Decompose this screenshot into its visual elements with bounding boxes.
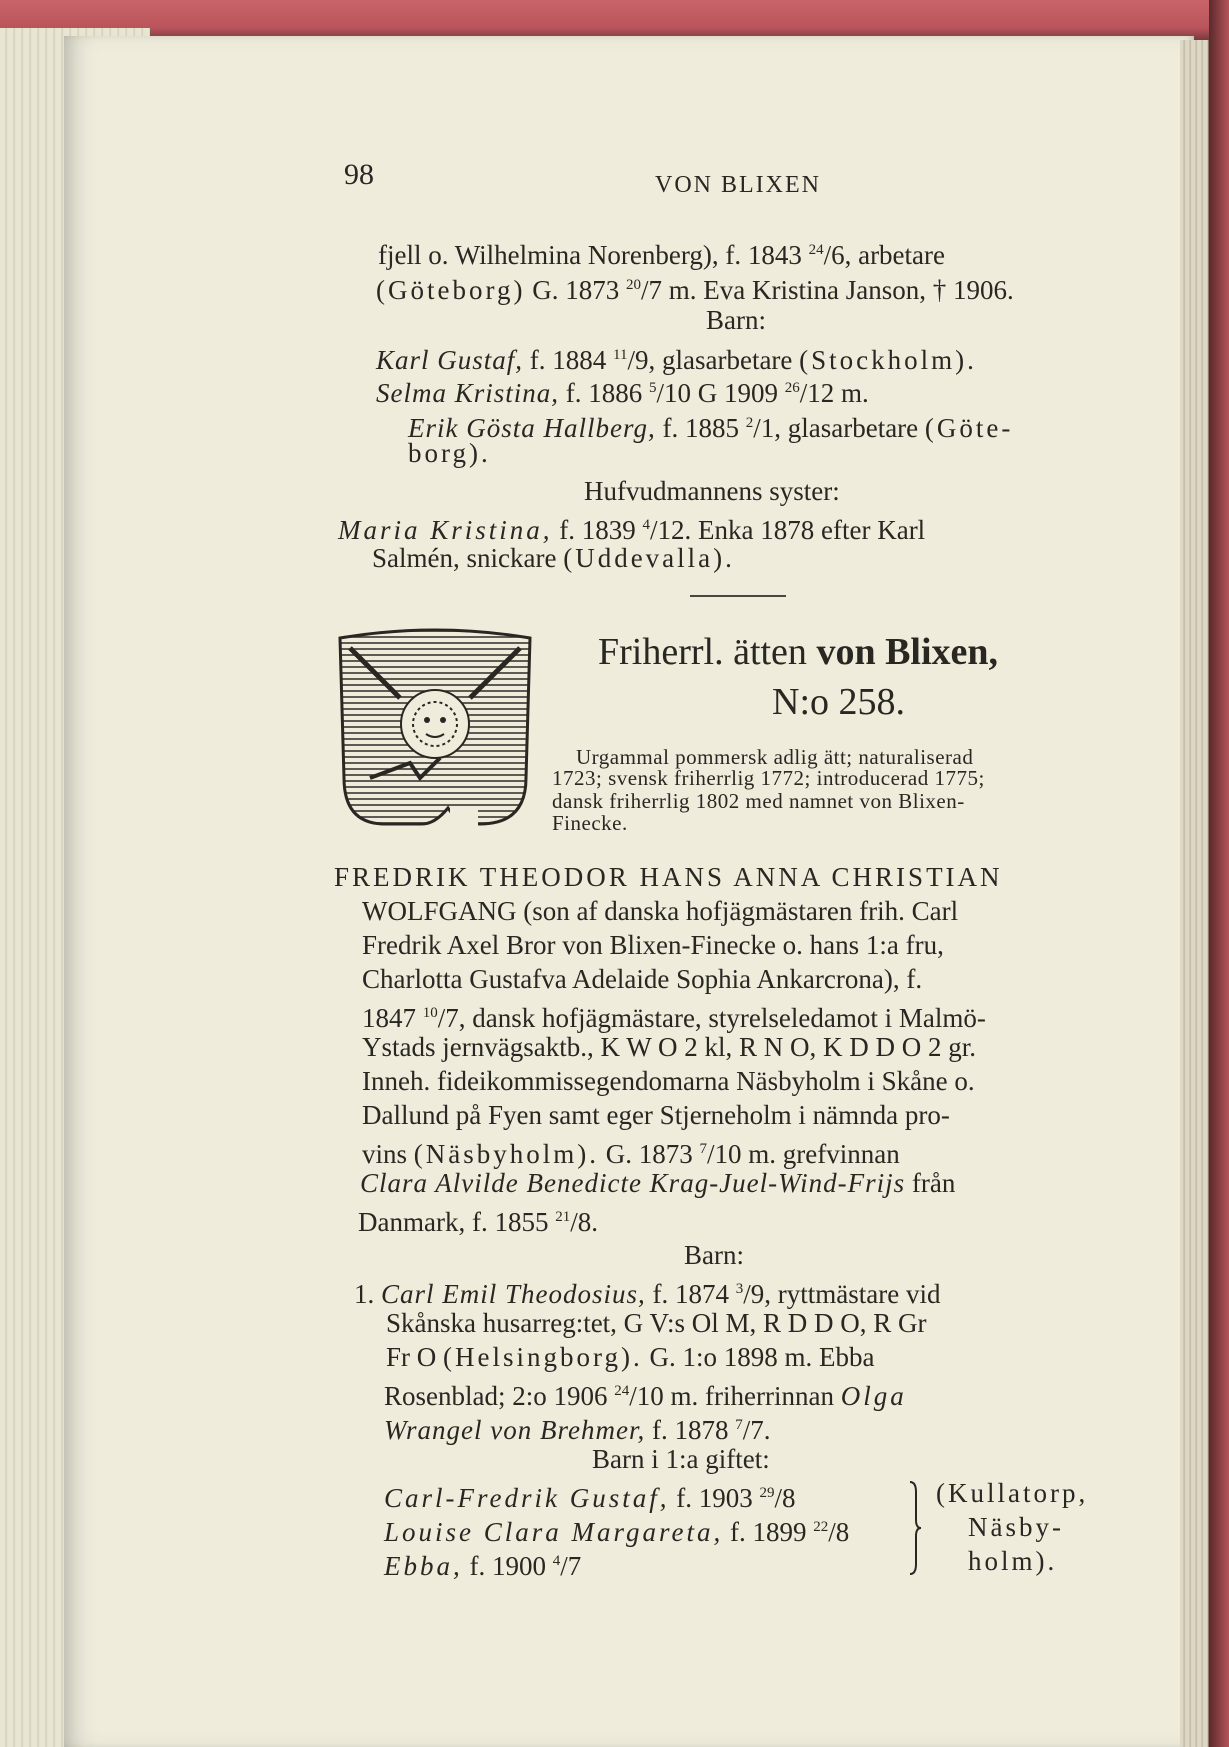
text-line: Ystads jernvägsaktb., K W O 2 kl, R N O, K D D O 2 gr. — [362, 1032, 976, 1062]
text-line: Dallund på Fyen samt eger Stjerneholm i nämnda pro- — [362, 1100, 950, 1130]
text-line: 1. Carl Emil Theodosius, f. 1874 $^3$/9, ryttmästare vid — [354, 1279, 941, 1309]
text-line: Louise Clara Margareta, f. 1899 $^{22}$/8 — [384, 1517, 850, 1547]
text-line: Erik Gösta Hallberg, f. 1885 $^2$/1, glasarbetare (Göte- — [408, 413, 1014, 443]
text-line: Salmén, snickare (Uddevalla). — [372, 543, 735, 573]
text-line: (Göteborg) G. 1873 $^{20}$/7 m. Eva Kristina Janson, † 1906. — [376, 275, 1014, 305]
coat-of-arms-image — [330, 628, 540, 838]
text-line: Fredrik Axel Bror von Blixen-Finecke o. hans 1:a fru, — [362, 930, 944, 960]
section-heading: Barn: — [706, 305, 766, 335]
text-line: Inneh. fideikommissegendomarna Näsbyholm i Skåne o. — [362, 1066, 975, 1096]
text-line: Clara Alvilde Benedicte Krag-Juel-Wind-Frijs från — [360, 1168, 956, 1198]
family-description-line: Urgammal pommersk adlig ätt; naturaliserad — [576, 745, 974, 769]
text-line: Fr O (Helsingborg). G. 1:o 1898 m. Ebba — [386, 1342, 875, 1372]
text-line: (Kullatorp, — [936, 1478, 1089, 1508]
text-line: Charlotta Gustafva Adelaide Sophia Ankarcrona), f. — [362, 964, 923, 994]
text-line: Näsby- — [968, 1512, 1064, 1542]
text-line: borg). — [408, 438, 491, 468]
entry-name: FREDRIK THEODOR HANS ANNA CHRISTIAN — [334, 862, 1003, 892]
family-description-line: 1723; svensk friherrlig 1772; introducerad 1775; — [552, 766, 985, 790]
grouping-brace — [908, 1480, 922, 1576]
text-line: Ebba, f. 1900 $^4$/7 — [384, 1551, 582, 1581]
family-description-line: Finecke. — [552, 811, 628, 835]
text-line: Skånska husarreg:tet, G V:s Ol M, R D D O, R Gr — [386, 1308, 927, 1338]
section-heading: Hufvudmannens syster: — [584, 476, 840, 506]
page-number: 98 — [344, 158, 374, 191]
text-line: WOLFGANG (son af danska hofjägmästaren frih. Carl — [362, 896, 959, 926]
text-line: fjell o. Wilhelmina Norenberg), f. 1843 $^{24}$/6, arbetare — [378, 240, 945, 270]
text-line: Wrangel von Brehmer, f. 1878 $^7$/7. — [384, 1415, 771, 1445]
section-heading: Barn i 1:a giftet: — [592, 1444, 770, 1474]
family-title: Friherrl. ätten von Blixen, — [598, 631, 999, 673]
text-line: Carl-Fredrik Gustaf, f. 1903 $^{29}$/8 — [384, 1483, 796, 1513]
family-number: N:o 258. — [772, 681, 905, 723]
text-line: Maria Kristina, f. 1839 $^4$/12. Enka 1878 efter Karl — [338, 515, 926, 545]
text-line: Danmark, f. 1855 $^{21}$/8. — [358, 1207, 598, 1237]
text-line: Rosenblad; 2:o 1906 $^{24}$/10 m. friherrinnan Olga — [384, 1381, 907, 1411]
book-cover-side — [1209, 0, 1229, 1747]
text-line: Karl Gustaf, f. 1884 $^{11}$/9, glasarbetare (Stockholm). — [376, 345, 977, 375]
text-line: holm). — [968, 1546, 1058, 1576]
section-heading: Barn: — [684, 1240, 744, 1270]
text-line: Selma Kristina, f. 1886 $^5$/10 G 1909 $^{26}$/12 m. — [376, 378, 869, 408]
running-title: VON BLIXEN — [655, 172, 821, 198]
text-line: 1847 $^{10}$/7, dansk hofjägmästare, styrelseledamot i Malmö- — [362, 1003, 986, 1033]
section-divider — [690, 595, 786, 597]
text-line: vins (Näsbyholm). G. 1873 $^7$/10 m. grefvinnan — [362, 1139, 900, 1169]
page-stack-right — [1180, 40, 1208, 1747]
family-description-line: dansk friherrlig 1802 med namnet von Blixen- — [552, 789, 965, 813]
book-cover-edge — [0, 0, 1229, 40]
